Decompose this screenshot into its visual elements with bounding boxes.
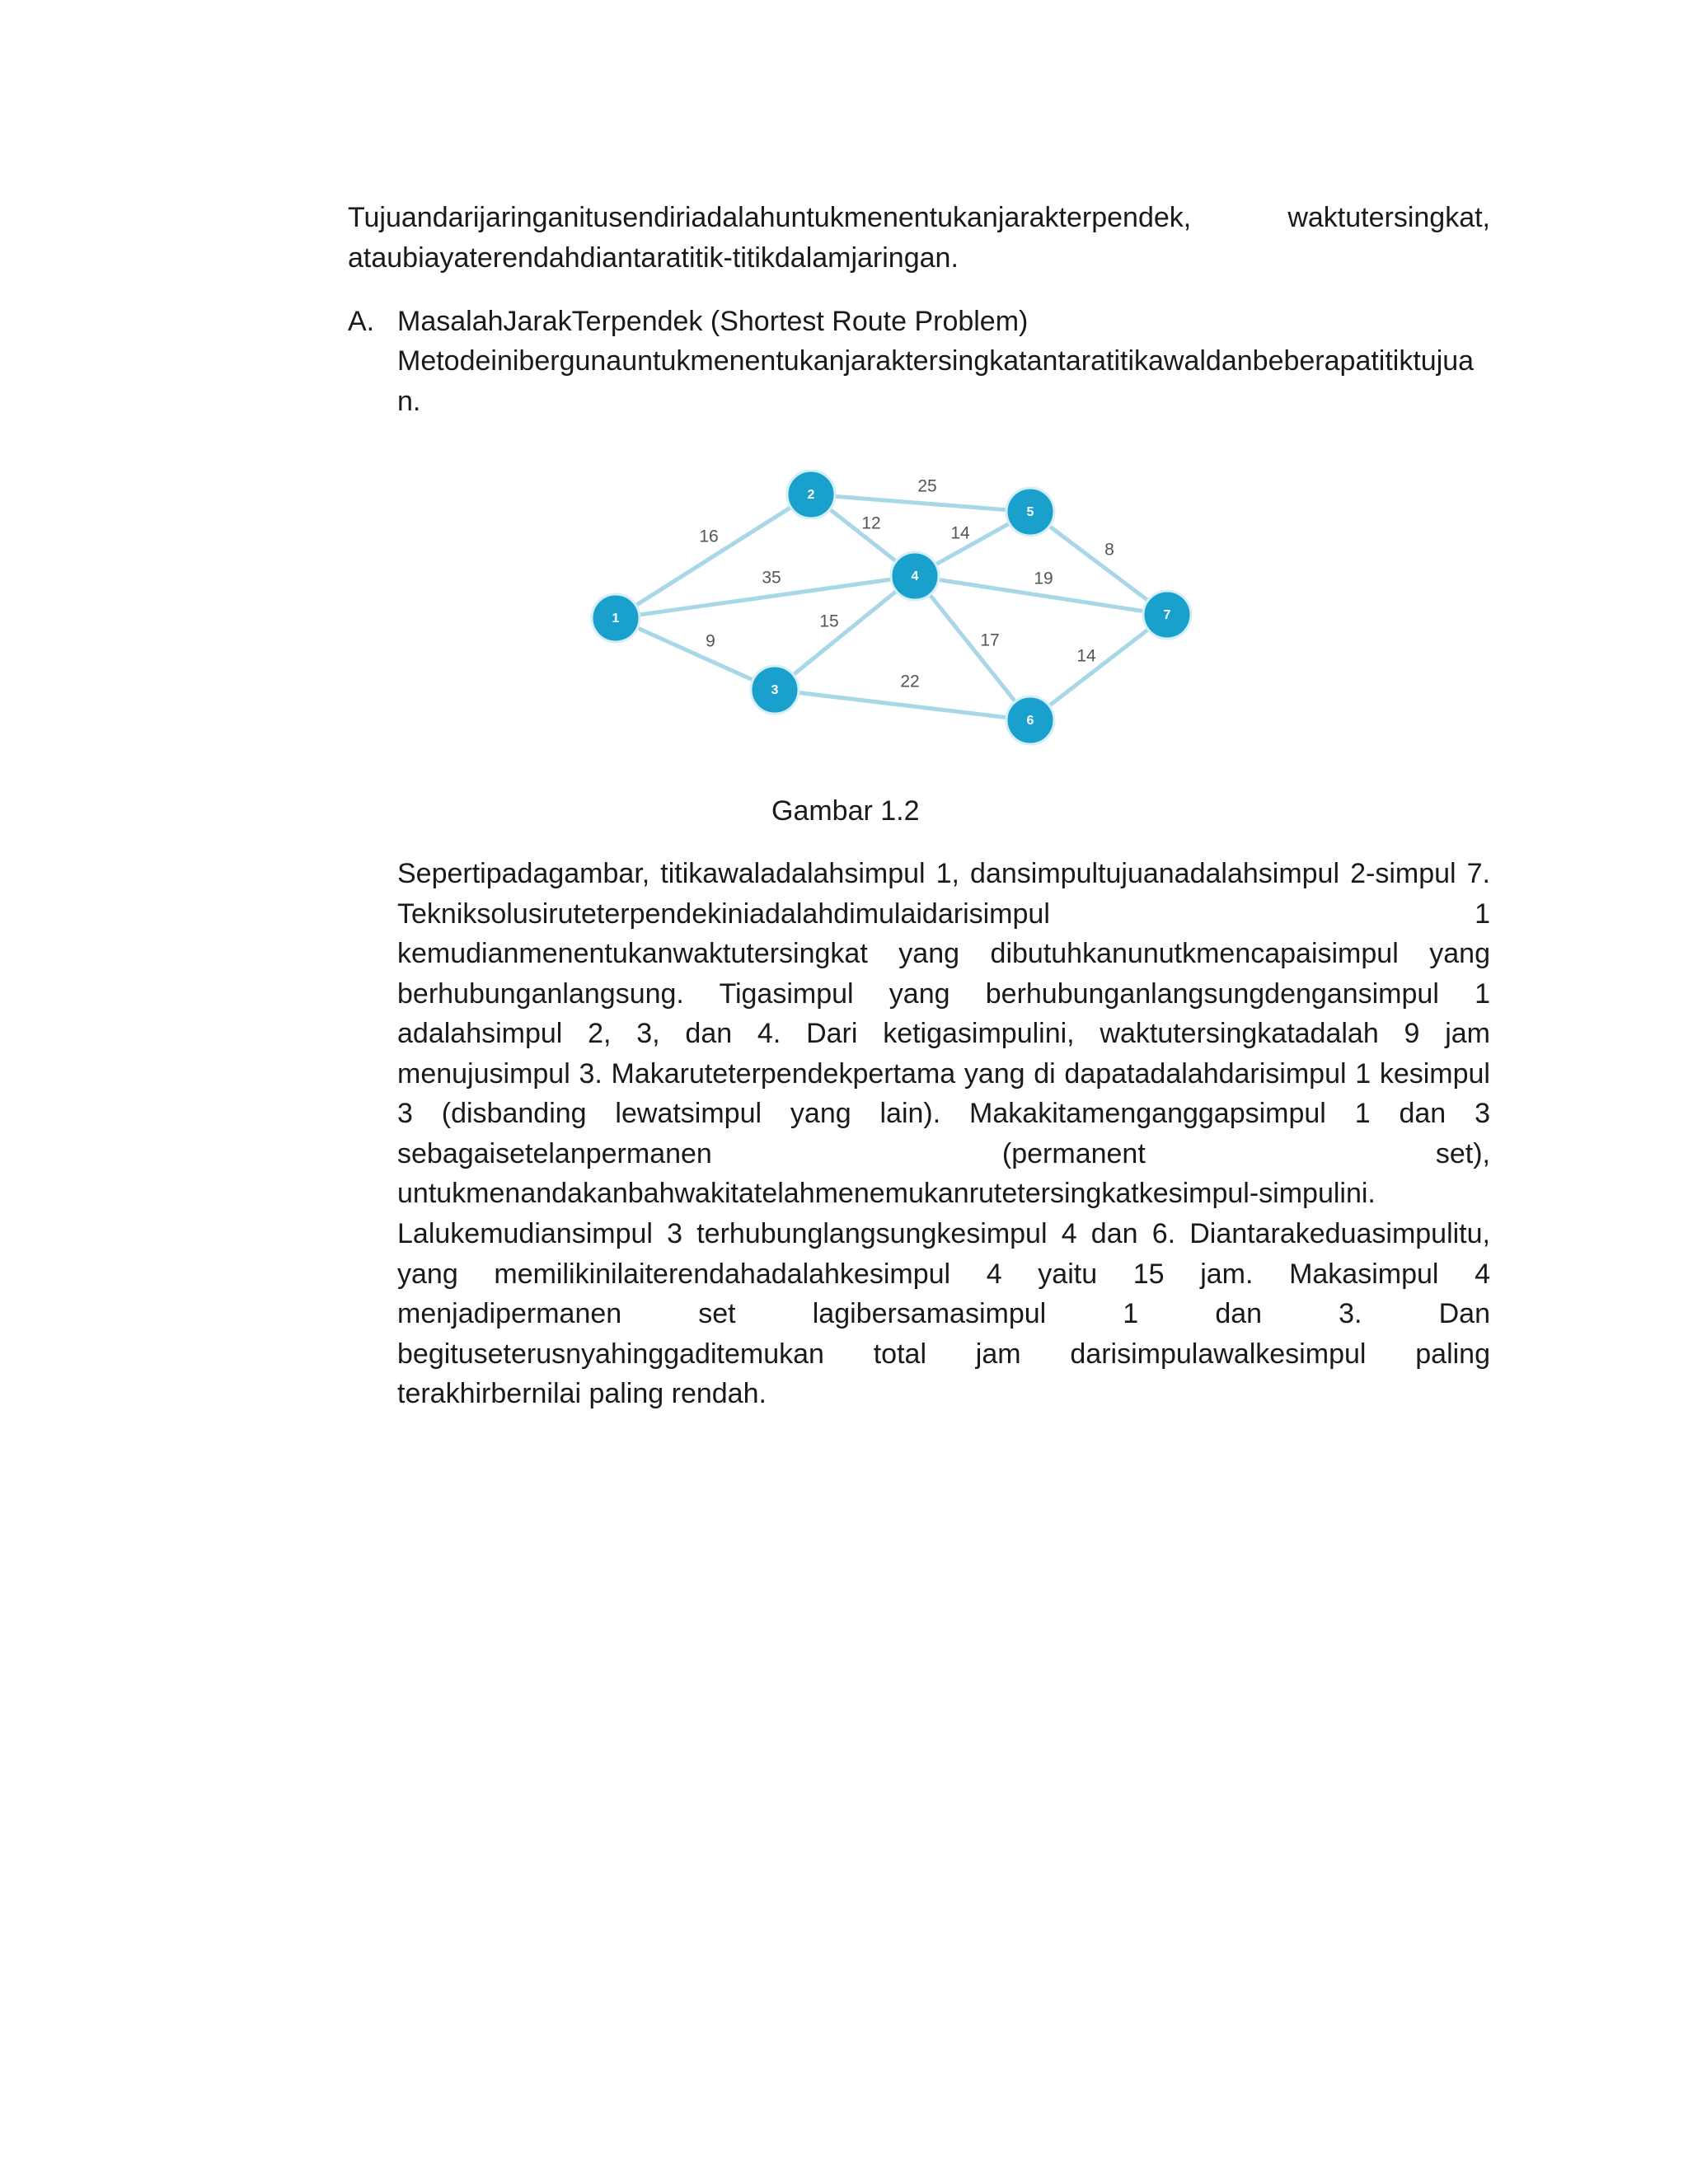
section-letter: A. (348, 306, 375, 337)
node-label-2: 2 (807, 488, 815, 503)
section-description: Metodeinibergunauntukmenentukanjaraktersingkatantaratitikawaldanbeberapatitiktujuan. (397, 345, 1475, 417)
edge-1-3 (616, 618, 775, 690)
edge-weight-3-6: 22 (900, 672, 920, 691)
edge-weight-2-5: 25 (917, 476, 937, 496)
edge-3-6 (775, 690, 1030, 720)
edge-weight-4-6: 17 (980, 630, 1000, 650)
node-3 (751, 666, 799, 714)
edge-5-7 (1030, 512, 1167, 615)
section-title: MasalahJarakTerpendek (Shortest Route Problem) (397, 306, 1029, 337)
intro-paragraph: Tujuandarijaringanitusendiriadalahuntukmenentukanjarakterpendek, waktutersingkat, ataubiayaterendahdiantaratitik-titikdalamjaringan. (348, 202, 1490, 274)
node-4 (891, 552, 939, 600)
node-label-3: 3 (771, 683, 779, 698)
node-5 (1006, 488, 1054, 536)
edge-6-7 (1030, 615, 1167, 720)
node-6 (1006, 696, 1054, 744)
edge-weight-6-7: 14 (1076, 646, 1096, 666)
edge-weight-1-3: 9 (706, 631, 715, 651)
figure-caption: Gambar 1.2 (771, 795, 920, 827)
node-2 (787, 471, 835, 518)
node-1 (592, 594, 640, 642)
body-paragraph-2: Lalukemudiansimpul 3 terhubunglangsungkesimpul 4 dan 6. Diantarakeduasimpulitu, yang memilikinilaiterendahadalahkesimpul 4 yaitu 15 jam. Makasimpul 4 menjadipermanen set lagibersamasimpul 1 dan 3. Dan begituseterusnyahinggaditemukan total jam darisimpulawalkesimpul paling terakhirbernilai paling rendah. (397, 1218, 1490, 1409)
edge-weight-4-7: 19 (1034, 569, 1053, 588)
edge-weight-5-7: 8 (1104, 540, 1114, 560)
node-label-4: 4 (911, 569, 919, 584)
node-label-7: 7 (1163, 608, 1171, 623)
node-label-5: 5 (1026, 505, 1034, 520)
edge-weight-2-4: 12 (861, 513, 881, 533)
edge-1-2 (616, 494, 811, 618)
edge-weight-1-4: 35 (762, 568, 781, 588)
network-figure (560, 453, 1236, 783)
edge-weight-1-2: 16 (699, 527, 719, 546)
node-label-1: 1 (612, 612, 620, 626)
edge-weight-4-5: 14 (950, 523, 970, 543)
body-paragraph-1: Sepertipadagambar, titikawaladalahsimpul 1, dansimpultujuanadalahsimpul 2-simpul 7. Tekniksolusiruteterpendekiniadalahdimulaidarisimpul 1 kemudianmenentukanwaktutersingkat yang dibutuhkanunutkmencapaisimpul yang berhubunganlangsung. Tigasimpul yang berhubunganlangsungdengansimpul 1 adalahsimpul 2, 3, dan 4. Dari ketigasimpulini, waktutersingkatadalah 9 jam menujusimpul 3. Makaruteterpendekpertama yang di dapatadalahdarisimpul 1 kesimpul 3 (disbanding lewatsimpul yang lain). Makakitamenganggapsimpul 1 dan 3 sebagaisetelanpermanen (permanent set), untukmenandakanbahwakitatelahmenemukanrutetersingkatkesimpul-simpulini. (397, 858, 1490, 1209)
network-graph (560, 453, 1236, 783)
node-7 (1143, 591, 1191, 639)
node-label-6: 6 (1026, 714, 1034, 729)
edge-4-6 (915, 576, 1030, 720)
edge-2-5 (811, 494, 1030, 512)
edge-weight-3-4: 15 (819, 612, 839, 631)
